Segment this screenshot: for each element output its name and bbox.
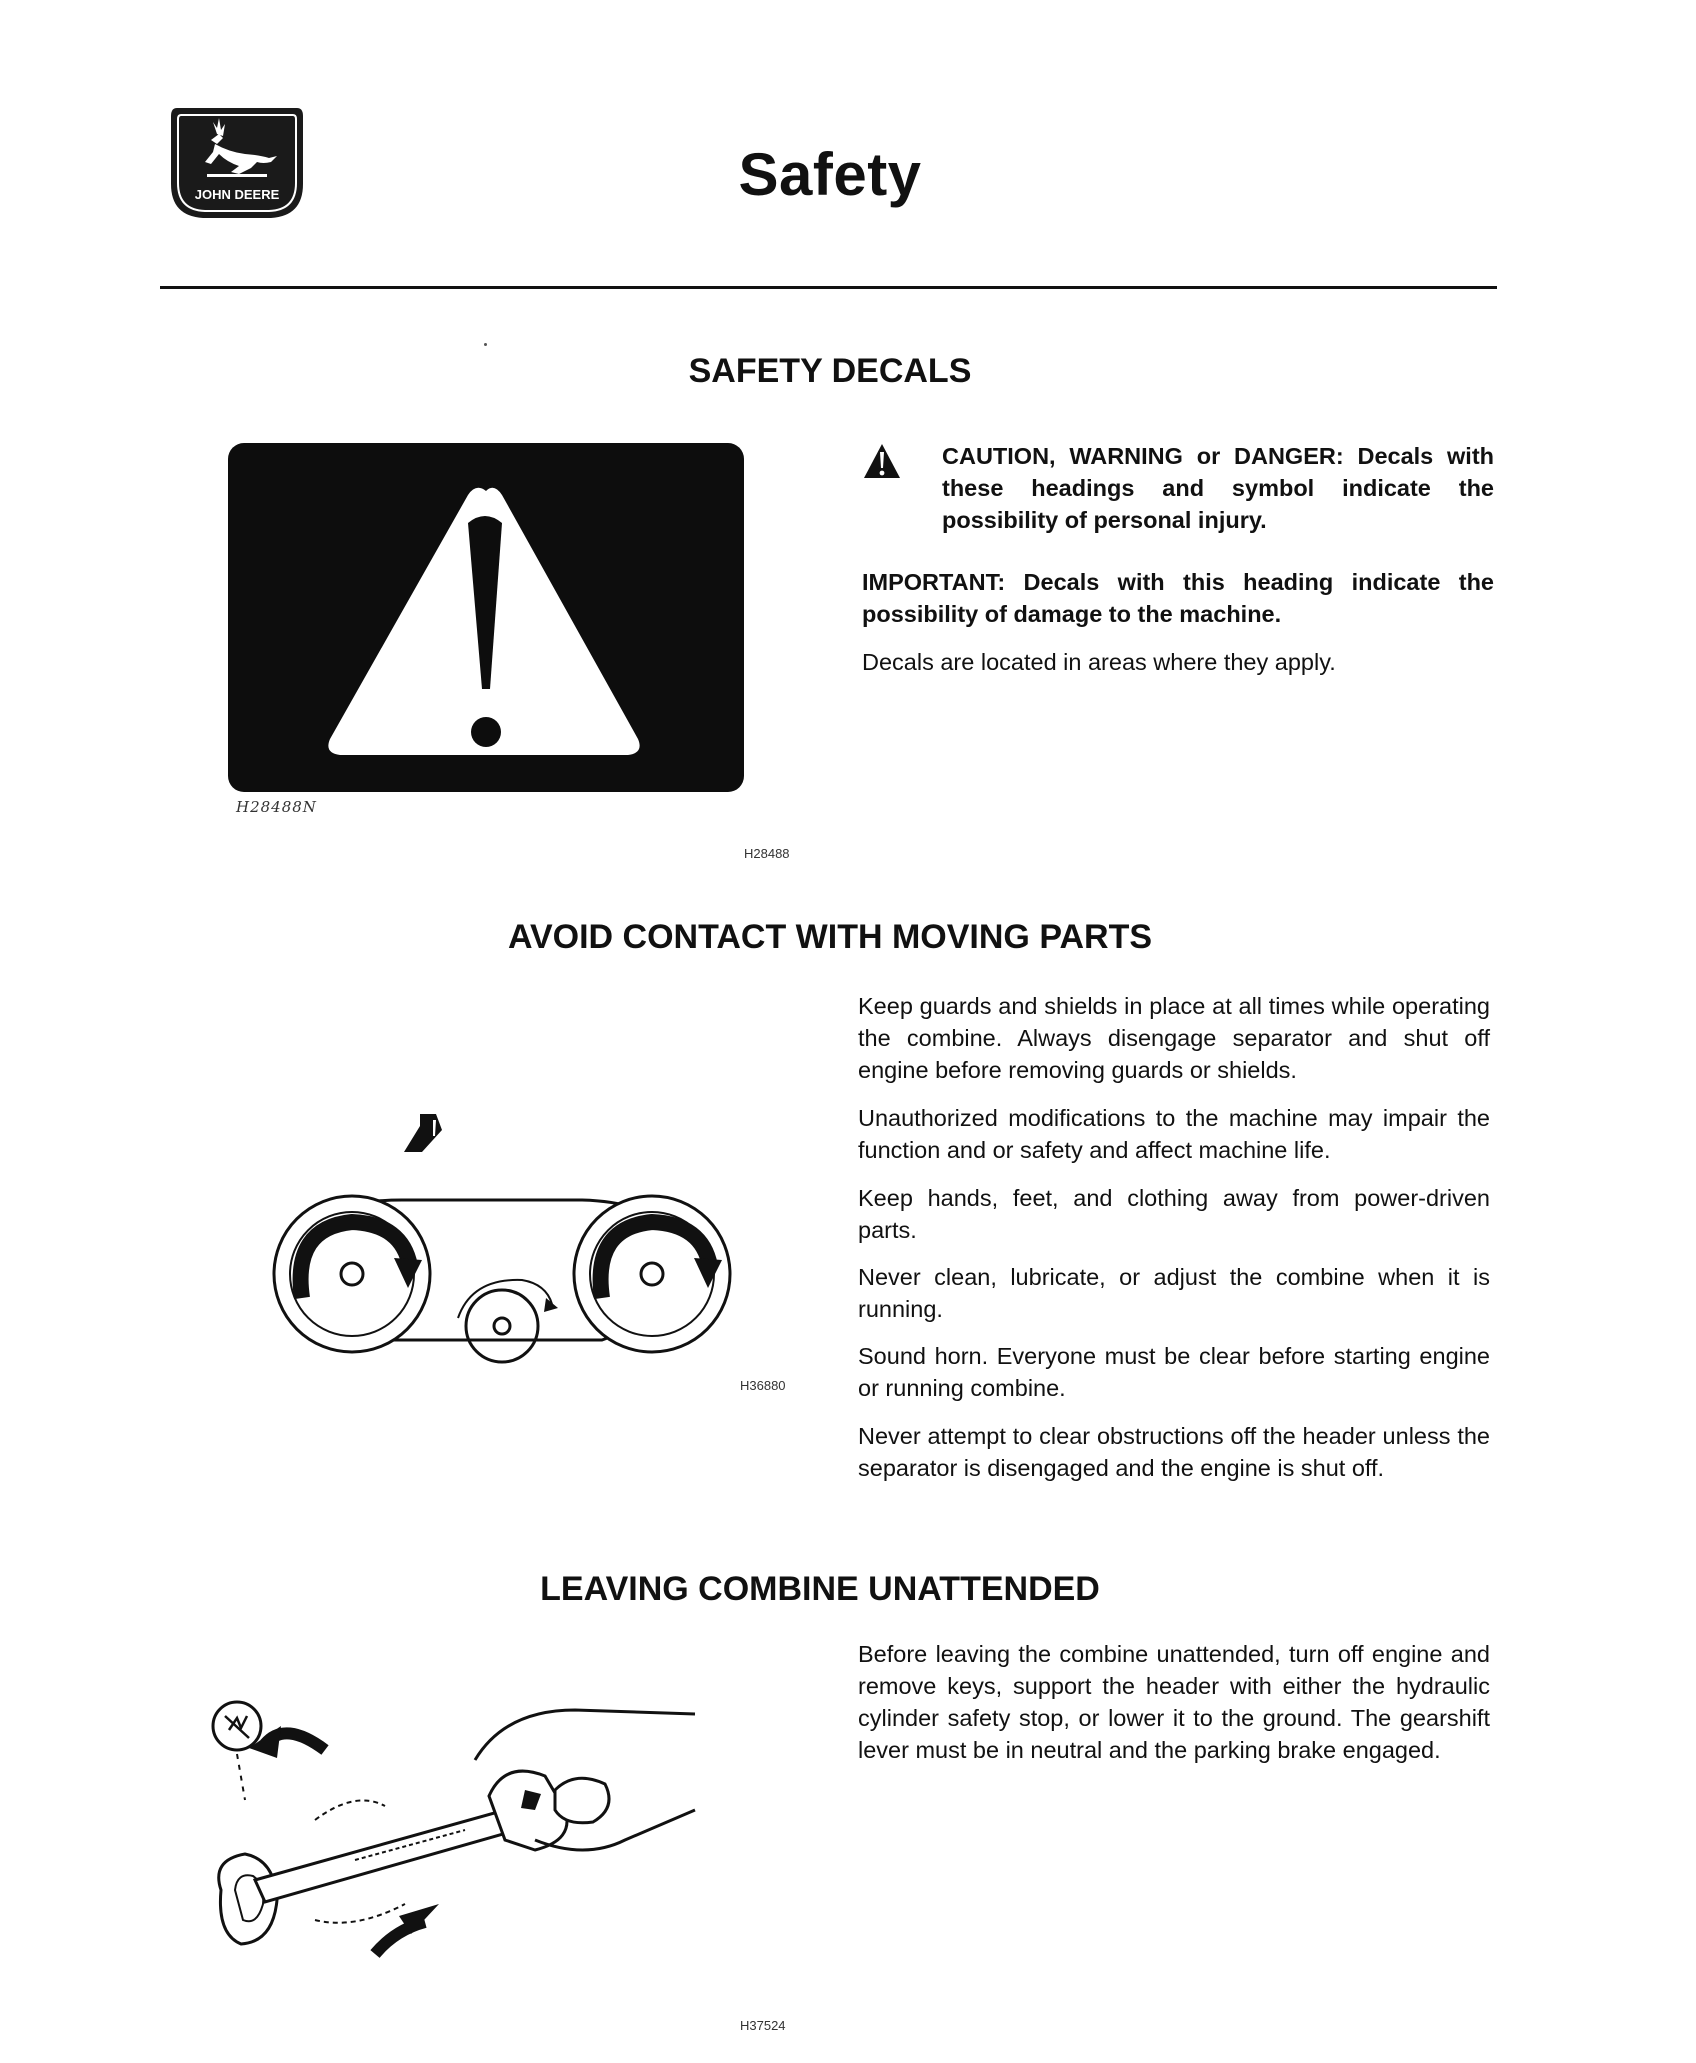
moving-parts-paragraph-6: Never attempt to clear obstructions off the header unless the separator is disengaged and the engine is shut off.	[858, 1423, 1490, 1481]
caution-paragraph	[942, 440, 1494, 536]
john-deere-logo	[167, 104, 307, 222]
moving-parts-paragraph-1: Keep guards and shields in place at all times while operating the combine. Always disengage separator and shut off engine before removing guards or shields.	[858, 993, 1490, 1083]
caution-label: CAUTION, WARNING or DANGER:	[942, 443, 1344, 469]
moving-parts-paragraph-3: Keep hands, feet, and clothing away from power-driven parts.	[858, 1185, 1490, 1243]
figure-code-decal: H28488	[744, 846, 790, 861]
header-divider	[160, 286, 1497, 289]
warning-triangle-icon	[862, 442, 902, 480]
important-text: Decals with this heading indicate the possibility of damage to the machine.	[862, 569, 1494, 627]
scan-speck	[484, 343, 487, 346]
moving-parts-paragraph-4: Never clean, lubricate, or adjust the combine when it is running.	[858, 1264, 1490, 1322]
safety-alert-decal-image	[228, 443, 744, 792]
figure-code-decal-small: H28488N	[236, 798, 317, 816]
caution-text: Decals with these headings and symbol indicate the possibility of personal injury.	[942, 443, 1495, 533]
important-paragraph	[862, 566, 1494, 630]
important-label: IMPORTANT:	[862, 569, 1006, 595]
belt-drive-illustration	[262, 1108, 732, 1370]
ignition-key-illustration	[205, 1690, 725, 1970]
decals-location-note: Decals are located in areas where they apply.	[862, 649, 1336, 675]
logo-text: JOHN DEERE	[194, 187, 280, 202]
leaving-combine-paragraph: Before leaving the combine unattended, turn off engine and remove keys, support the header with either the hydraulic cylinder safety stop, or lower it to the ground. The gearshift lever must be in neutral and the parking brake engaged.	[858, 1641, 1490, 1763]
moving-parts-paragraph-2: Unauthorized modifications to the machine may impair the function and or safety and affect machine life.	[858, 1105, 1490, 1163]
section-heading-leaving-combine: LEAVING COMBINE UNATTENDED	[540, 1570, 1100, 1608]
moving-parts-paragraph-5: Sound horn. Everyone must be clear before starting engine or running combine.	[858, 1343, 1490, 1401]
page-title: Safety	[738, 141, 922, 208]
section-heading-safety-decals: SAFETY DECALS	[688, 352, 972, 390]
figure-code-key: H37524	[740, 2018, 786, 2033]
section-heading-moving-parts: AVOID CONTACT WITH MOVING PARTS	[507, 918, 1153, 956]
figure-code-belt: H36880	[740, 1378, 786, 1393]
